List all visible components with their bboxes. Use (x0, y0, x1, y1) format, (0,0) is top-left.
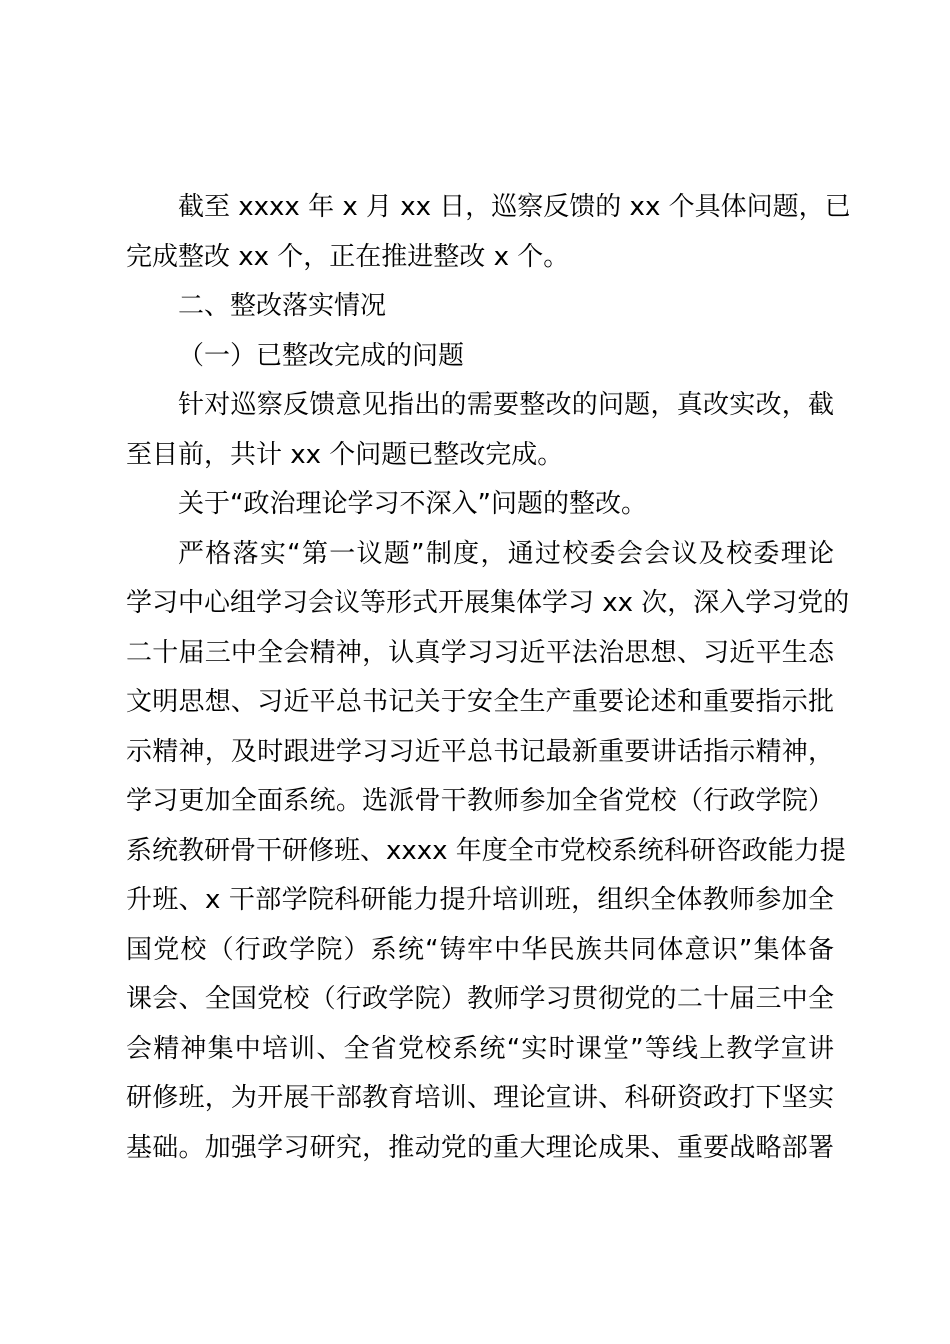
paragraph-line: 升班、x 干部学院科研能力提升培训班，组织全体教师参加全 (126, 885, 834, 915)
paragraph-line: 系统教研骨干研修班、xxxx 年度全市党校系统科研咨政能力提 (126, 835, 846, 866)
paragraph-line: 示精神，及时跟进学习习近平总书记最新重要讲话指示精神， (126, 736, 834, 767)
heading-line: （一）已整改完成的问题 (178, 340, 465, 371)
subsection-heading (126, 332, 834, 382)
paragraph-line: 针对巡察反馈意见指出的需要整改的问题，真改实改，截 (178, 390, 834, 420)
paragraph-line: 研修班，为开展干部教育培训、理论宣讲、科研资政打下坚实 (126, 1083, 834, 1113)
paragraph-completed-intro (126, 381, 834, 480)
paragraph-line: 截至 xxxx 年 x 月 xx 日，巡察反馈的 xx 个具体问题，已 (178, 192, 851, 222)
paragraph-line: 课会、全国党校（行政学院）教师学习贯彻党的二十届三中全 (126, 984, 834, 1014)
paragraph-line: 二十届三中全会精神，认真学习习近平法治思想、习近平生态 (126, 637, 834, 668)
paragraph-issue-body (126, 530, 850, 1174)
paragraph-line: 关于“政治理论学习不深入”问题的整改。 (178, 489, 647, 519)
section-heading (126, 282, 834, 332)
paragraph-line: 学习中心组学习会议等形式开展集体学习 xx 次，深入学习党的 (126, 588, 850, 618)
paragraph-line: 至目前，共计 xx 个问题已整改完成。 (126, 439, 564, 470)
paragraph-line: 基础。加强学习研究，推动党的重大理论成果、重要战略部署 (126, 1132, 834, 1163)
paragraph-line: 学习更加全面系统。选派骨干教师参加全省党校（行政学院） (126, 786, 834, 816)
paragraph-line: 严格落实“第一议题”制度，通过校委会会议及校委理论 (178, 538, 834, 569)
paragraph-line: 文明思想、习近平总书记关于安全生产重要论述和重要指示批 (126, 687, 834, 717)
document-body (126, 183, 851, 1173)
paragraph-line: 会精神集中培训、全省党校系统“实时课堂”等线上教学宣讲 (126, 1033, 834, 1064)
heading-line: 二、整改落实情况 (178, 291, 387, 321)
paragraph-line: 国党校（行政学院）系统“铸牢中华民族共同体意识”集体备 (126, 934, 834, 965)
paragraph-status-summary (126, 183, 851, 282)
paragraph-line: 完成整改 xx 个，正在推进整改 x 个。 (126, 241, 570, 272)
issue-title (126, 480, 834, 530)
